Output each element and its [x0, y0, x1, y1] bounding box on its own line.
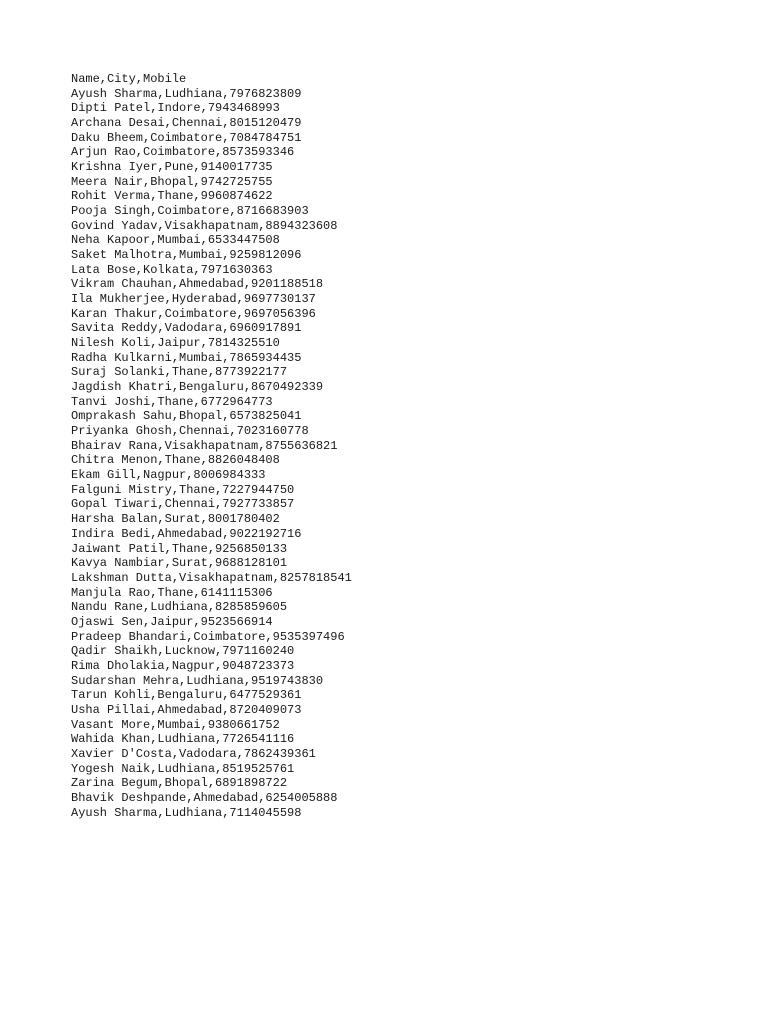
csv-data-line: Ojaswi Sen,Jaipur,9523566914 — [71, 614, 273, 629]
csv-data-line: Usha Pillai,Ahmedabad,8720409073 — [71, 702, 302, 717]
csv-data-line: Suraj Solanki,Thane,8773922177 — [71, 365, 288, 380]
csv-data-line: Ila Mukherjee,Hyderabad,9697730137 — [71, 292, 316, 307]
csv-data-line: Omprakash Sahu,Bhopal,6573825041 — [71, 409, 302, 424]
csv-data-line: Yogesh Naik,Ludhiana,8519525761 — [71, 761, 295, 776]
csv-data-line: Falguni Mistry,Thane,7227944750 — [71, 482, 295, 497]
csv-data-line: Xavier D'Costa,Vadodara,7862439361 — [71, 746, 316, 761]
csv-data-line: Sudarshan Mehra,Ludhiana,9519743830 — [71, 673, 324, 688]
csv-data-line: Pradeep Bhandari,Coimbatore,9535397496 — [71, 629, 345, 644]
csv-data-line: Lakshman Dutta,Visakhapatnam,8257818541 — [71, 570, 352, 585]
csv-data-line: Vikram Chauhan,Ahmedabad,9201188518 — [71, 277, 324, 292]
csv-data-line: Ekam Gill,Nagpur,8006984333 — [71, 468, 266, 483]
csv-data-line: Rima Dholakia,Nagpur,9048723373 — [71, 658, 295, 673]
csv-data-line: Archana Desai,Chennai,8015120479 — [71, 116, 302, 131]
csv-data-line: Ayush Sharma,Ludhiana,7976823809 — [71, 86, 302, 101]
csv-header-line: Name,City,Mobile — [71, 72, 187, 86]
csv-data-line: Tanvi Joshi,Thane,6772964773 — [71, 394, 273, 409]
csv-data-line: Savita Reddy,Vadodara,6960917891 — [71, 321, 302, 336]
csv-data-line: Daku Bheem,Coimbatore,7084784751 — [71, 130, 302, 145]
csv-data-line: Dipti Patel,Indore,7943468993 — [71, 101, 280, 116]
csv-data-line: Nandu Rane,Ludhiana,8285859605 — [71, 600, 288, 615]
csv-data-line: Saket Malhotra,Mumbai,9259812096 — [71, 248, 302, 263]
csv-data-line: Govind Yadav,Visakhapatnam,8894323608 — [71, 218, 338, 233]
csv-data-line: Manjula Rao,Thane,6141115306 — [71, 585, 273, 600]
csv-data-line: Bhavik Deshpande,Ahmedabad,6254005888 — [71, 790, 338, 805]
csv-data-line: Harsha Balan,Surat,8001780402 — [71, 512, 280, 527]
csv-data-line: Neha Kapoor,Mumbai,6533447508 — [71, 233, 280, 248]
csv-data-line: Lata Bose,Kolkata,7971630363 — [71, 262, 273, 277]
csv-data-line: Zarina Begum,Bhopal,6891898722 — [71, 776, 288, 791]
csv-data-line: Radha Kulkarni,Mumbai,7865934435 — [71, 350, 302, 365]
csv-data-line: Krishna Iyer,Pune,9140017735 — [71, 160, 273, 175]
csv-data-line: Karan Thakur,Coimbatore,9697056396 — [71, 306, 316, 321]
csv-data-line: Ayush Sharma,Ludhiana,7114045598 — [71, 805, 302, 820]
csv-data-line: Priyanka Ghosh,Chennai,7023160778 — [71, 424, 309, 439]
csv-data-line: Jagdish Khatri,Bengaluru,8670492339 — [71, 380, 324, 395]
csv-text-block — [71, 72, 352, 820]
csv-data-line: Tarun Kohli,Bengaluru,6477529361 — [71, 688, 302, 703]
csv-data-line: Chitra Menon,Thane,8826048408 — [71, 453, 280, 468]
csv-data-line: Bhairav Rana,Visakhapatnam,8755636821 — [71, 438, 338, 453]
csv-data-line: Arjun Rao,Coimbatore,8573593346 — [71, 145, 295, 160]
csv-data-line: Indira Bedi,Ahmedabad,9022192716 — [71, 526, 302, 541]
csv-data-line: Vasant More,Mumbai,9380661752 — [71, 717, 280, 732]
csv-data-line: Rohit Verma,Thane,9960874622 — [71, 189, 273, 204]
csv-data-line: Jaiwant Patil,Thane,9256850133 — [71, 541, 288, 556]
csv-data-line: Kavya Nambiar,Surat,9688128101 — [71, 556, 288, 571]
csv-data-line: Qadir Shaikh,Lucknow,7971160240 — [71, 644, 295, 659]
csv-data-line: Nilesh Koli,Jaipur,7814325510 — [71, 336, 280, 351]
csv-data-line: Gopal Tiwari,Chennai,7927733857 — [71, 497, 295, 512]
csv-data-line: Pooja Singh,Coimbatore,8716683903 — [71, 204, 309, 219]
csv-data-line: Meera Nair,Bhopal,9742725755 — [71, 174, 273, 189]
csv-data-line: Wahida Khan,Ludhiana,7726541116 — [71, 732, 295, 747]
